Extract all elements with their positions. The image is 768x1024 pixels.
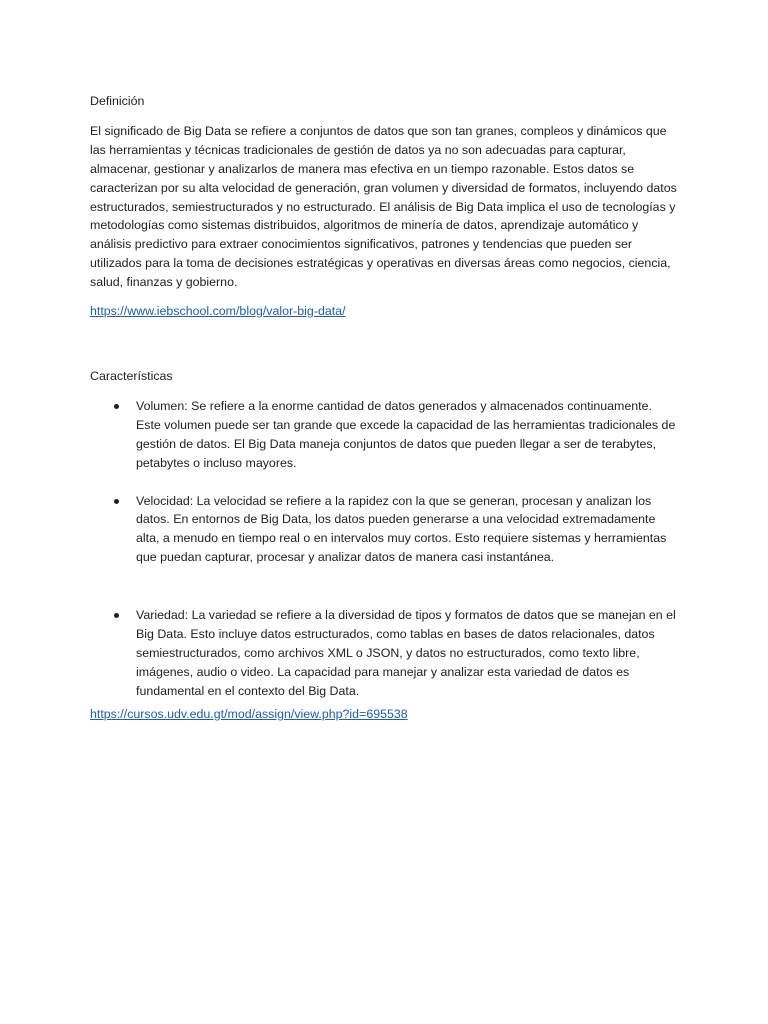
list-gap	[90, 473, 680, 492]
definition-source-link-block	[90, 302, 680, 321]
list-item-text: Velocidad: La velocidad se refiere a la rapidez con la que se generan, procesan y analizan los datos. En entornos de Big Data, los datos pueden generarse a una velocidad extremadamente alta, a menudo en tiempo real o en intervalos muy cortos. Esto requiere sistemas y herramientas que puedan capturar, procesar y analizar datos de manera casi instantánea.	[136, 493, 667, 565]
features-source-link[interactable]: https://cursos.udv.edu.gt/mod/assign/view.php?id=695538	[90, 706, 408, 721]
list-item-velocity	[90, 492, 680, 568]
features-heading: Características	[90, 368, 173, 383]
bullet-icon	[114, 404, 119, 409]
features-list	[90, 397, 680, 701]
document-page	[90, 92, 680, 724]
list-item-text: Variedad: La variedad se refiere a la diversidad de tipos y formatos de datos que se manejan en el Big Data. Esto incluye datos estructurados, como tablas en bases de datos relacionales, datos semiestructurados, como archivos XML o JSON, y datos no estructurados, como texto libre, imágenes, audio o video. La capacidad para manejar y analizar esta variedad de datos es fundamental en el contexto del Big Data.	[136, 608, 676, 698]
list-item-text: Volumen: Se refiere a la enorme cantidad de datos generados y almacenados continuamente. Este volumen puede ser tan grande que excede la capacidad de las herramientas tradicionales de gestión de datos. El Big Data maneja conjuntos de datos que pueden llegar a ser de terabytes, petabytes o incluso mayores.	[136, 398, 676, 470]
features-source-link-block	[90, 705, 680, 724]
list-item-variety	[90, 606, 680, 701]
section-spacer	[90, 321, 680, 367]
bullet-icon	[114, 499, 119, 504]
bullet-icon	[114, 613, 119, 618]
list-item-volume	[90, 397, 680, 473]
definition-heading: Definición	[90, 94, 145, 108]
definition-source-link[interactable]: https://www.iebschool.com/blog/valor-big-data/	[90, 304, 346, 319]
definition-paragraph: El significado de Big Data se refiere a conjuntos de datos que son tan granes, compleos y dinámicos que las herramientas y técnicas tradicionales de gestión de datos ya no son adecuadas para capturar, almacenar, gestionar y analizarlos de manera mas efectiva en un tiempo razonable. Estos datos se caracterizan por su alta velocidad de generación, gran volumen y diversidad de formatos, incluyendo datos estructurados, semiestructurados y no estructurado. El análisis de Big Data implica el uso de tecnologías y metodologías como sistemas distribuidos, algoritmos de minería de datos, aprendizaje automático y análisis predictivo para extraer conocimientos significativos, patrones y tendencias que pueden ser utilizados para la toma de decisiones estratégicas y operativas en diversas áreas como negocios, ciencia, salud, finanzas y gobierno.	[90, 123, 677, 290]
list-gap	[90, 567, 680, 606]
